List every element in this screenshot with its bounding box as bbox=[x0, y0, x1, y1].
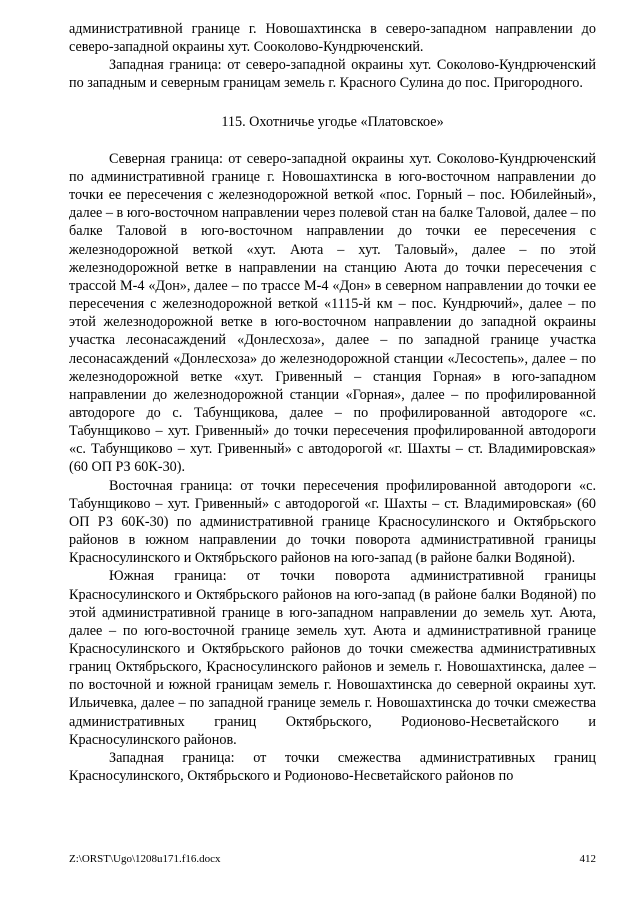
file-path: Z:\ORST\Ugo\1208u171.f16.docx bbox=[69, 853, 221, 865]
section-title: 115. Охотничье угодье «Платовское» bbox=[221, 113, 444, 130]
page-number: 412 bbox=[579, 853, 596, 865]
north-boundary-paragraph: Северная граница: от северо-западной окраины хут. Соколово-Кундрюченский по административной границе г. Новошахтинска в юго-восточном направлении до точки ее пересечения с железнодорожной веткой «пос. Горный – пос. Юбилейный», далее – в юго-восточном направлении через полевой стан на балке Таловой, далее – по балке Таловой в юго-восточном направлении до точки ее пересечения с железнодорожной веткой «хут. Аюта – хут. Таловый», далее – по этой железнодорожной ветке в направлении на станцию Аюта до точки пересечения с трассой М-4 «Дон», далее – по трассе М-4 «Дон» в северном направлении до точки ее пересечения с железнодорожной веткой «1115-й км – пос. Кундрючий», далее – по этой железнодорожной ветке в юго-восточном направлении до западной окраины участка лесонасаждений «Донлесхоза», далее – по западной границе участка лесонасаждений «Донлесхоза» до железнодорожной станции «Лесостепь», далее – по железнодорожной ветке «хут. Гривенный – станция Горная» в юго-западном направлении до железнодорожной станции «Горная», далее – по профилированной автодороге до с. Табунщикова, далее – по профилированной автодороге «с. Табунщиково – хут. Гривенный» до точки пересечения профилированной автодороги «с. Табунщиково – хут. Гривенный» с автодорогой «г. Шахты – ст. Владимировская» (60 ОП РЗ 60К-30). bbox=[69, 150, 596, 476]
document-body bbox=[69, 20, 596, 785]
page-footer bbox=[69, 853, 596, 866]
west-boundary-paragraph: Западная граница: от точки смежества административных границ Красносулинского, Октябрьского и Родионово-Несветайского районов по bbox=[69, 749, 596, 785]
intro-west-boundary: Западная граница: от северо-западной окраины хут. Соколово-Кундрюченский по западным и северным границам земель г. Красного Сулина до пос. Пригородного. bbox=[69, 57, 596, 92]
south-boundary-paragraph: Южная граница: от точки поворота административной границы Красносулинского и Октябрьского районов на юго-запад (в районе балки Водяной) по этой административной границе в юго-западном направлении до земель хут. Аюта, далее – по юго-восточной границе земель хут. Аюта и административной границе Красносулинского и Октябрьского районов до точки смежества административных границ Октябрьского, Красносулинского районов и земель г. Новошахтинска, далее – по восточной и южной границам земель г. Новошахтинска до северной окраины хут. Ильичевка, далее – по западной границе земель г. Новошахтинска до точки смежества административных границ Октябрьского, Родионово-Несветайского и Красносулинского районов. bbox=[69, 568, 596, 748]
east-boundary-paragraph: Восточная граница: от точки пересечения профилированной автодороги «с. Табунщиково – хут. Гривенный» с автодорогой «г. Шахты – ст. Владимировская» (60 ОП РЗ 60К-30) по административной границе Красносулинского и Октябрьского районов в южном направлении до точки поворота административной границы Красносулинского и Октябрьского районов на юго-запад (в районе балки Водяной). bbox=[69, 477, 596, 567]
intro-paragraph: административной границе г. Новошахтинска в северо-западном направлении до северо-западной окраины хут. Сооколово-Кундрюченский. bbox=[69, 21, 596, 56]
